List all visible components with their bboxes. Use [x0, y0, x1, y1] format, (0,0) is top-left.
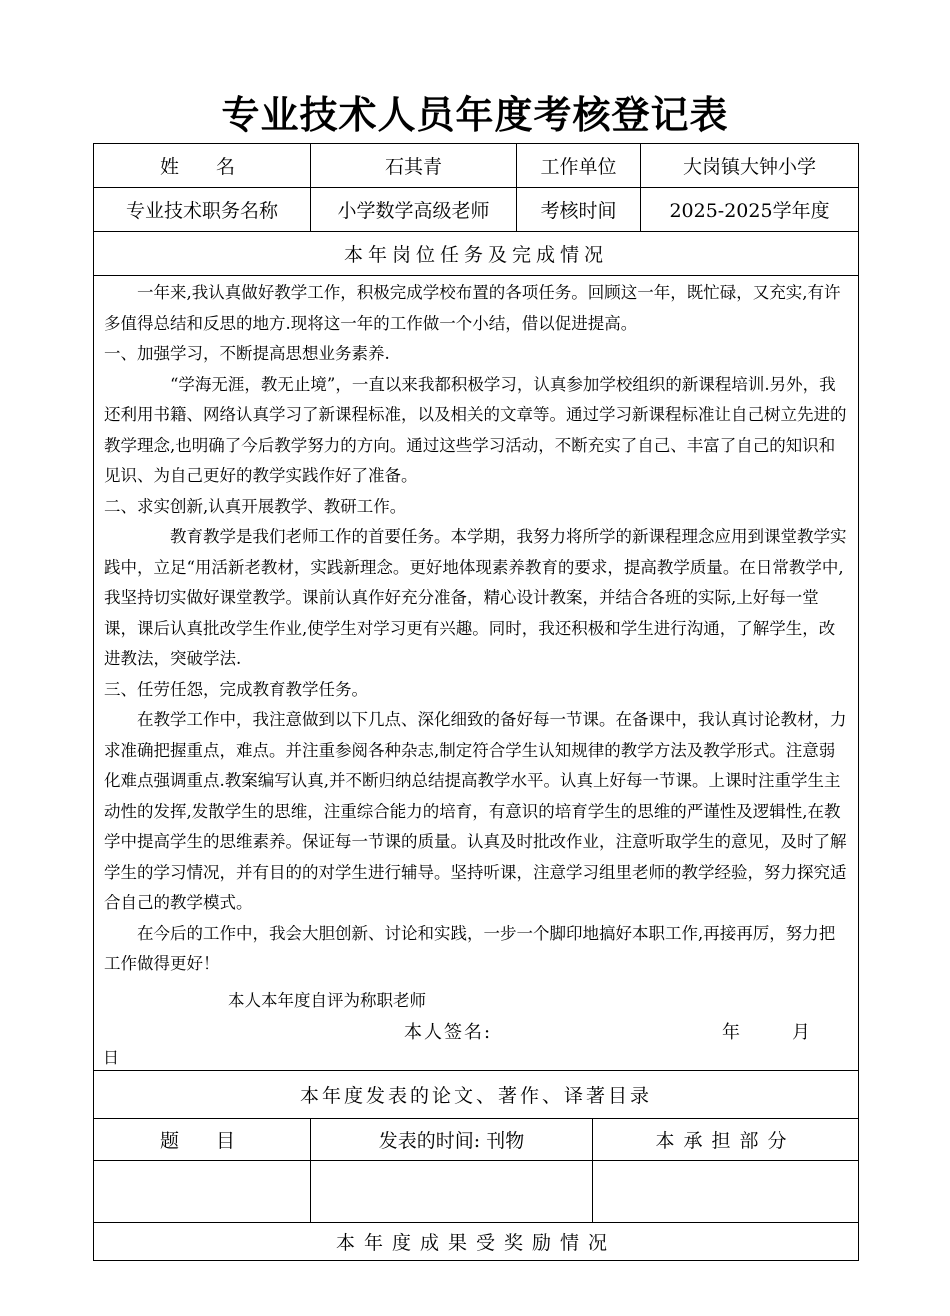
pub-col-date-journal: 发表的时间: 刊物 — [311, 1119, 593, 1161]
pub-col-title: 题 目 — [94, 1119, 311, 1161]
form-title: 专业技术人员年度考核登记表 — [221, 92, 729, 137]
self-evaluation: 本人本年度自评为称职老师 — [228, 990, 426, 1010]
row-position-time — [94, 188, 859, 232]
report-heading-2: 二、求实创新,认真开展教学、教研工作。 — [104, 496, 407, 516]
report-paragraph-teaching: 教育教学是我们老师工作的首要任务。本学期，我努力将所学的新课程理念应用到课堂教学实践中，立足“用活新老教材，实践新理念。更好地体现素养教育的要求，提高教学质量。在日常教学中,我坚持切实做好课堂教学。课前认真作好充分准备，精心设计教案，并结合各班的实际,上好每一堂课，课后认真批改学生作业,使学生对学习更有兴趣。同时，我还积极和学生进行沟通，了解学生，改进教法，突破学法. — [104, 527, 847, 668]
pub-cell-contribution — [593, 1161, 859, 1223]
name-value: 石其青 — [311, 144, 517, 188]
row-section3-header — [94, 1223, 859, 1261]
name-label: 姓 名 — [94, 144, 311, 188]
report-heading-3: 三、任劳任怨，完成教育教学任务。 — [104, 679, 368, 699]
report-heading-1: 一、加强学习，不断提高思想业务素养. — [104, 344, 390, 363]
row-publication-empty — [94, 1161, 859, 1223]
row-section1-header — [94, 232, 859, 276]
section-header-publications: 本年度发表的论文、著作、译著目录 — [94, 1071, 859, 1119]
section-header-awards: 本年度成果受奖励情况 — [94, 1223, 859, 1261]
position-value: 小学数学高级老师 — [311, 188, 517, 232]
report-paragraph-future: 在今后的工作中，我会大胆创新、讨论和实践，一步一个脚印地搞好本职工作,再接再厉，努力把工作做得更好！ — [104, 923, 836, 973]
report-paragraph-duties: 在教学工作中，我注意做到以下几点、深化细致的备好每一节课。在备课中，我认真讨论教材，力求准确把握重点，难点。并注重参阅各种杂志,制定符合学生认知规律的教学方法及教学形式。注意弱化难点强调重点.教案编写认真,并不断归纳总结提高教学水平。认真上好每一节课。上课时注重学生主动性的发挥,发散学生的思维，注重综合能力的培育，有意识的培育学生的思维的严谨性及逻辑性,在教学中提高学生的思维素养。保证每一节课的质量。认真及时批改作业，注意听取学生的意见，及时了解学生的学习情况，并有目的的对学生进行辅导。坚持听课，注意学习组里老师的教学经验，努力探究适合自己的教学模式。 — [104, 710, 847, 912]
report-paragraph-study: “学海无涯，教无止境”，一直以来我都积极学习，认真参加学校组织的新课程培训.另外，我还利用书籍、网络认真学习了新课程标准，以及相关的文章等。通过学习新课程标准让自己树立先进的教学理念,也明确了今后教学努力的方向。通过这些学习活动，不断充实了自己、丰富了自己的知识和见识、为自己更好的教学实践作好了准备。 — [104, 374, 847, 485]
pub-cell-title — [94, 1161, 311, 1223]
unit-label: 工作单位 — [517, 144, 641, 188]
work-report-cell — [94, 276, 859, 1071]
row-work-report — [94, 276, 859, 1071]
signature-line — [104, 1016, 848, 1046]
pub-cell-date-journal — [311, 1161, 593, 1223]
year-label: 年 — [722, 1022, 740, 1043]
section-header-duties: 本年岗位任务及完成情况 — [94, 232, 859, 276]
unit-value: 大岗镇大钟小学 — [641, 144, 859, 188]
row-section2-header — [94, 1071, 859, 1119]
row-name-unit — [94, 144, 859, 188]
report-paragraph-intro: 一年来,我认真做好教学工作，积极完成学校布置的各项任务。回顾这一年，既忙碌，又充实,有许多值得总结和反思的地方.现将这一年的工作做一个小结，借以促进提高。 — [104, 283, 841, 333]
pub-col-contribution: 本承担部分 — [593, 1119, 859, 1161]
signature-label: 本人签名: — [404, 1022, 493, 1043]
time-value: 2025-2025学年度 — [641, 188, 859, 232]
row-publication-columns — [94, 1119, 859, 1161]
appraisal-form-table — [93, 143, 859, 1261]
day-label: 日 — [103, 1048, 120, 1067]
time-label: 考核时间 — [517, 188, 641, 232]
month-label: 月 — [792, 1022, 810, 1043]
position-label: 专业技术职务名称 — [94, 188, 311, 232]
